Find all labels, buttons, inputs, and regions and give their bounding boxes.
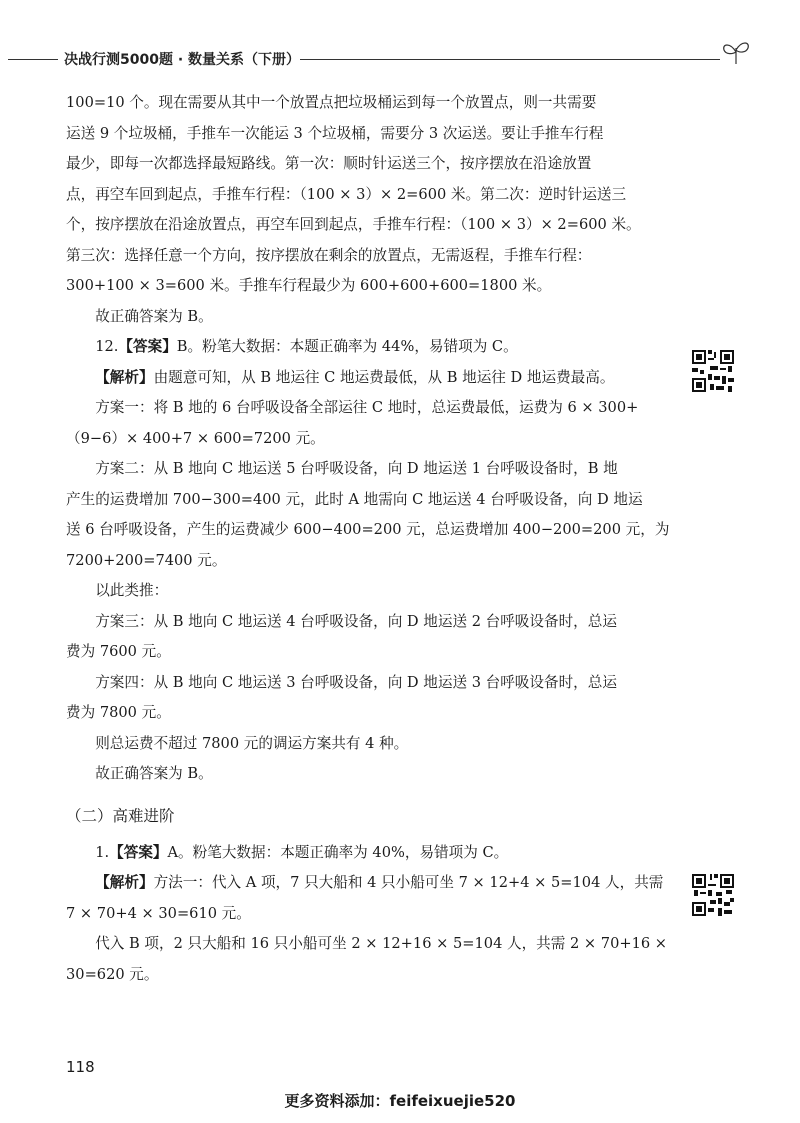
q1-analysis bbox=[66, 868, 686, 929]
paragraph-solution-continued bbox=[66, 88, 686, 302]
correct-answer-line: 故正确答案为 B。 bbox=[95, 307, 213, 325]
conclusion-line: 则总运费不超过 7800 元的调运方案共有 4 种。 bbox=[95, 734, 409, 752]
text-line: 30=620 元。 bbox=[66, 965, 159, 983]
analysis-text: 方法一：代入 A 项，7 只大船和 4 只小船可坐 7 × 12+4 × 5=104 人，共需 bbox=[153, 874, 664, 891]
text-line: 送 6 台呼吸设备，产生的运费减少 600−400=200 元，总运费增加 400−200=200 元，为 bbox=[66, 521, 670, 538]
text-line: 产生的运费增加 700−300=400 元，此时 A 地需向 C 地运送 4 台呼吸设备，向 D 地运 bbox=[66, 490, 643, 508]
answer-text: A。粉笔大数据：本题正确率为 40%，易错项为 C。 bbox=[167, 843, 509, 861]
question-number: 1. bbox=[95, 843, 110, 861]
plan-four bbox=[66, 668, 686, 729]
text-line: 运送 9 个垃圾桶，手推车一次能运 3 个垃圾桶，需要分 3 次运送。要让手推车行程 bbox=[66, 124, 604, 142]
text-line: 第三次：选择任意一个方向，按序摆放在剩余的放置点，无需返程，手推车行程： bbox=[66, 246, 592, 264]
q12-analysis-line bbox=[66, 363, 686, 394]
analysis-label: 【解析】 bbox=[95, 368, 154, 386]
page-header bbox=[0, 48, 800, 72]
text-line: （9−6）× 400+7 × 600=7200 元。 bbox=[66, 429, 325, 447]
text-line: 7 × 70+4 × 30=610 元。 bbox=[66, 904, 251, 922]
footer-note: 更多资料添加：feifeixuejie520 bbox=[284, 1092, 516, 1110]
answer-label: 【答案】 bbox=[118, 338, 177, 355]
plan-two bbox=[66, 454, 686, 576]
header-rule-left bbox=[8, 59, 58, 60]
text-line: 最少，即每一次都选择最短路线。第一次：顺时针运送三个，按序摆放在沿途放置 bbox=[66, 155, 592, 172]
header-rule-right bbox=[300, 59, 720, 60]
text-line: 方案一：将 B 地的 6 台呼吸设备全部运往 C 地时，总运费最低，运费为 6 × 300+ bbox=[95, 399, 639, 416]
text-line: 方案四：从 B 地向 C 地运送 3 台呼吸设备，向 D 地运送 3 台呼吸设备时，总运 bbox=[95, 673, 617, 691]
text-line: 点，再空车回到起点，手推车行程：（100 × 3）× 2=600 米。第二次：逆时针运送三 bbox=[66, 185, 627, 203]
answer-label: 【答案】 bbox=[109, 843, 168, 861]
text-line: 300+100 × 3=600 米。手推车行程最少为 600+600+600=1800 米。 bbox=[66, 277, 552, 294]
analysis-text: 由题意可知，从 B 地运往 C 地运费最低，从 B 地运往 D 地运费最高。 bbox=[153, 368, 615, 386]
answer-text: B。粉笔大数据：本题正确率为 44%，易错项为 C。 bbox=[176, 338, 518, 355]
text-line: 100=10 个。现在需要从其中一个放置点把垃圾桶运到每一个放置点，则一共需要 bbox=[66, 94, 597, 111]
qr-code-icon[interactable] bbox=[690, 348, 736, 394]
analogy-line: 以此类推： bbox=[95, 582, 169, 599]
text-line: 方案二：从 B 地向 C 地运送 5 台呼吸设备，向 D 地运送 1 台呼吸设备时，B 地 bbox=[95, 460, 618, 477]
q12-final-answer: 故正确答案为 B。 bbox=[95, 765, 213, 782]
q1-answer-line bbox=[66, 838, 686, 869]
text-line: 7200+200=7400 元。 bbox=[66, 551, 227, 569]
q12-answer-line bbox=[66, 332, 686, 363]
page-number: 118 bbox=[66, 1058, 95, 1076]
question-number: 12. bbox=[95, 338, 119, 355]
section-heading: （二）高难进阶 bbox=[66, 806, 175, 825]
text-line: 费为 7600 元。 bbox=[66, 643, 171, 660]
book-title: 决战行测5000题 · 数量关系（下册） bbox=[64, 52, 301, 68]
analysis-label: 【解析】 bbox=[95, 874, 154, 891]
text-line: 费为 7800 元。 bbox=[66, 704, 171, 721]
page-content bbox=[66, 88, 686, 990]
plan-three bbox=[66, 607, 686, 668]
plan-one bbox=[66, 393, 686, 454]
text-line: 个，按序摆放在沿途放置点，再空车回到起点，手推车行程：（100 × 3）× 2=600 米。 bbox=[66, 216, 641, 233]
text-line: 方案三：从 B 地向 C 地运送 4 台呼吸设备，向 D 地运送 2 台呼吸设备时，总运 bbox=[95, 612, 617, 630]
q1-option-b bbox=[66, 929, 686, 990]
qr-code-icon[interactable] bbox=[690, 872, 736, 918]
sprout-leaf-icon bbox=[718, 40, 754, 70]
text-line: 代入 B 项，2 只大船和 16 只小船可坐 2 × 12+16 × 5=104 人，共需 2 × 70+16 × bbox=[95, 935, 668, 952]
text-line bbox=[66, 868, 686, 899]
